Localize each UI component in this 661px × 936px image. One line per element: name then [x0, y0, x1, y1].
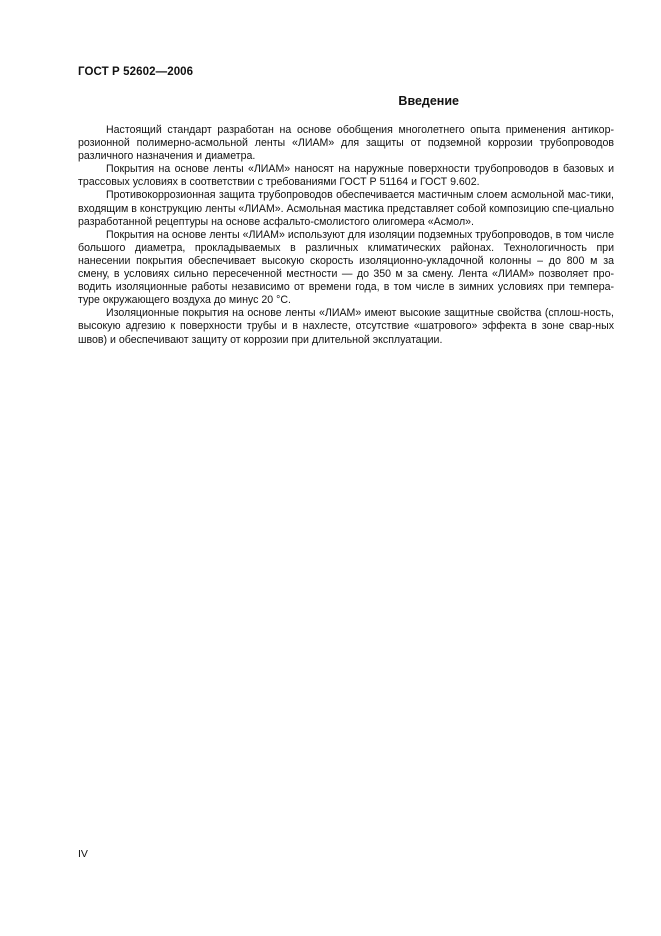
paragraph: Покрытия на основе ленты «ЛИАМ» используют для изоляции подземных трубопроводов, в том числе большого диаметра, прокладываемых в различных климатических районах. Технологичность при нанесении покрытия обеспечивает высокую скорость изоляционно-укладочной колонны – до 800 м за смену, в условиях сильно пересеченной местности — до 350 м за смену. Лента «ЛИАМ» позволяет про-водить изоляционные работы независимо от времени года, в том числе в зимних условиях при темпера-туре окружающего воздуха до минус 20 °С.	[78, 228, 614, 307]
section-title: Введение	[398, 94, 459, 108]
paragraph: Покрытия на основе ленты «ЛИАМ» наносят на наружные поверхности трубопроводов в базовых и трассовых условиях в соответствии с требованиями ГОСТ Р 51164 и ГОСТ 9.602.	[78, 163, 614, 189]
document-code: ГОСТ Р 52602—2006	[78, 66, 194, 78]
paragraph: Изоляционные покрытия на основе ленты «ЛИАМ» имеют высокие защитные свойства (сплош-ность, высокую адгезию к поверхности трубы и в нахлесте, отсутствие «шатрового» эффекта в зоне свар-ных швов) и обеспечивают защиту от коррозии при длительной эксплуатации.	[78, 307, 614, 346]
page-number: IV	[78, 848, 88, 860]
body-text	[78, 124, 614, 347]
section-title-wrapper	[78, 94, 583, 108]
paragraph: Настоящий стандарт разработан на основе обобщения многолетнего опыта применения антикор-розионной полимерно-асмольной ленты «ЛИАМ» для защиты от подземной коррозии трубопроводов различного назначения и диаметра.	[78, 124, 614, 163]
paragraph: Противокоррозионная защита трубопроводов обеспечивается мастичным слоем асмольной мас-тики, входящим в конструкцию ленты «ЛИАМ». Асмольная мастика представляет собой композицию спе-циально разработанной рецептуры на основе асфальто-смолистого олигомера «Асмол».	[78, 189, 614, 228]
